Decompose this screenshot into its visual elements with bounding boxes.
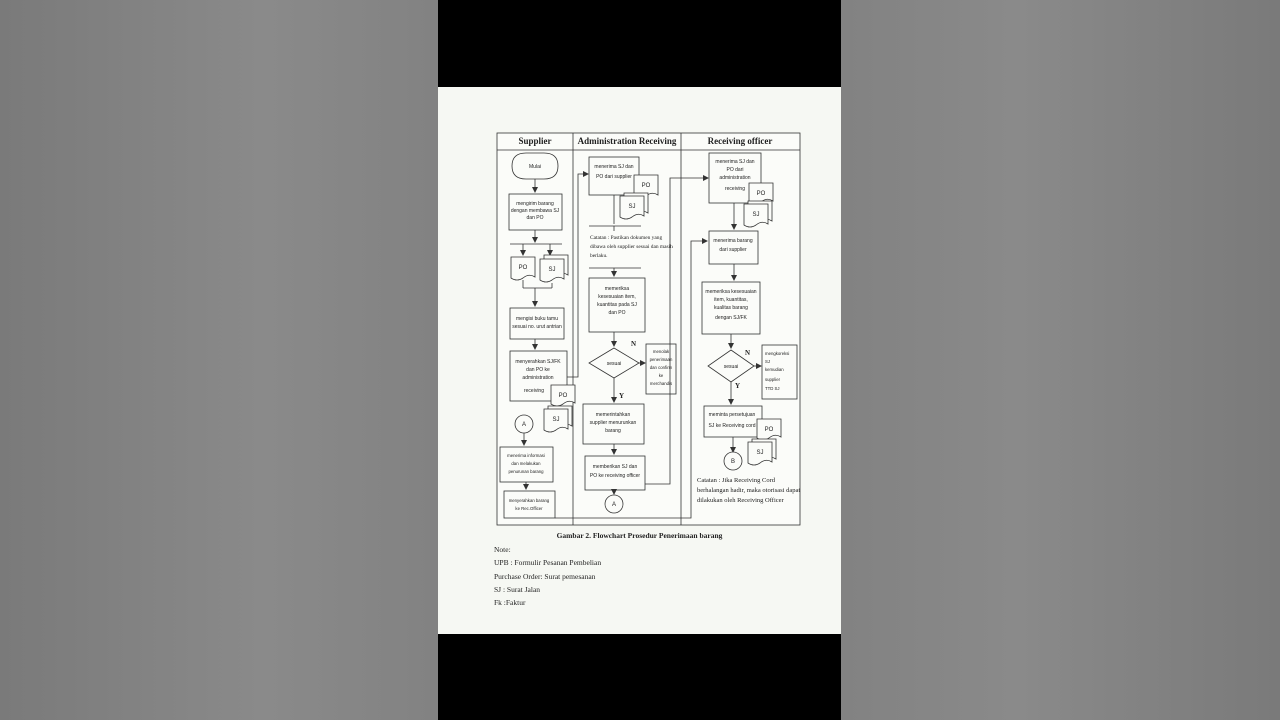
svg-text:SJ: SJ	[548, 267, 556, 273]
legend-note-title: Note:	[494, 545, 511, 554]
svg-text:memerintahkan: memerintahkan	[595, 412, 631, 418]
svg-text:Mulai: Mulai	[529, 164, 541, 170]
svg-text:dan confirm: dan confirm	[649, 365, 673, 370]
svg-text:merchandis: merchandis	[649, 381, 673, 386]
admin-give-process	[585, 456, 645, 490]
svg-text:dan melakukan: dan melakukan	[511, 461, 541, 466]
svg-text:menerima informasi: menerima informasi	[507, 453, 545, 458]
svg-text:PO dari supplier: PO dari supplier	[596, 174, 632, 180]
svg-text:dengan SJ/FK: dengan SJ/FK	[715, 315, 747, 321]
legend-sj: SJ : Surat Jalan	[494, 585, 541, 594]
send-goods-process	[509, 194, 562, 230]
svg-text:penerimaan: penerimaan	[649, 357, 673, 362]
svg-text:memberikan SJ dan: memberikan SJ dan	[592, 464, 638, 470]
admin-doc-sj	[620, 193, 648, 219]
svg-text:SJ: SJ	[765, 359, 771, 364]
svg-text:mengisi buku tamu: mengisi buku tamu	[516, 316, 558, 322]
flowchart	[438, 87, 841, 527]
svg-text:PO: PO	[518, 265, 528, 271]
svg-text:ke: ke	[658, 373, 664, 378]
svg-text:menyerahkan SJ/FK: menyerahkan SJ/FK	[515, 359, 561, 365]
svg-text:menerima SJ dan: menerima SJ dan	[715, 159, 755, 165]
svg-text:sesuai no. urut antrian: sesuai no. urut antrian	[512, 324, 562, 330]
svg-text:sesuai: sesuai	[606, 361, 622, 367]
officer-approve-process	[704, 406, 762, 437]
svg-text:receiving: receiving	[724, 186, 746, 192]
svg-text:PO: PO	[764, 427, 774, 433]
officer-goods-process	[709, 231, 758, 264]
svg-text:PO dari: PO dari	[726, 167, 744, 173]
guest-book-process	[510, 308, 564, 339]
admin-reject-process	[646, 344, 676, 394]
admin-no-label: N	[631, 340, 637, 348]
officer-check-process	[702, 282, 760, 334]
svg-text:dibawa oleh supplier sesuai da: dibawa oleh supplier sesuai dan masih	[590, 244, 673, 250]
start-terminator	[512, 153, 558, 179]
svg-text:TTD SJ: TTD SJ	[765, 386, 780, 391]
svg-text:Catatan : Pastikan dokumen yan: Catatan : Pastikan dokumen yang	[590, 235, 663, 241]
svg-text:receiving: receiving	[523, 388, 545, 394]
svg-text:supplier: supplier	[765, 377, 781, 382]
svg-text:item, kuantitas,: item, kuantitas,	[714, 297, 748, 303]
svg-text:memeriksa: memeriksa	[604, 286, 630, 292]
officer-yes-label: Y	[735, 382, 741, 390]
lane-header-supplier: Supplier	[518, 136, 552, 146]
video-frame	[438, 0, 841, 720]
connector-a-supplier	[515, 415, 533, 433]
svg-text:menerima barang: menerima barang	[713, 238, 753, 244]
svg-text:Catatan : Jika Receiving Cord: Catatan : Jika Receiving Cord	[697, 477, 775, 484]
svg-text:administration: administration	[522, 375, 554, 381]
receive-info-process	[500, 447, 553, 482]
officer-no-label: N	[745, 349, 751, 357]
svg-text:meminta persetujuan: meminta persetujuan	[708, 412, 756, 418]
svg-text:kesesuaian item,: kesesuaian item,	[598, 294, 636, 300]
svg-text:memeriksa kesesuaian: memeriksa kesesuaian	[705, 289, 757, 295]
svg-text:berhalangan hadir, maka otoris: berhalangan hadir, maka otorisasi dapat	[697, 487, 801, 494]
svg-text:SJ: SJ	[628, 204, 636, 210]
legend-po: Purchase Order: Surat pemesanan	[494, 572, 596, 581]
svg-text:penurunan barang: penurunan barang	[508, 469, 544, 474]
svg-text:ke Rec.Officer: ke Rec.Officer	[515, 506, 543, 511]
supplier-doc-sj	[540, 255, 568, 282]
svg-text:dan PO: dan PO	[526, 215, 544, 221]
officer-doc-sj	[744, 201, 772, 227]
svg-text:menyerahkan barang: menyerahkan barang	[508, 498, 550, 503]
svg-text:kemudian: kemudian	[765, 367, 784, 372]
svg-text:menolak: menolak	[652, 349, 670, 354]
svg-text:SJ: SJ	[552, 417, 560, 423]
svg-text:mengkoreksi: mengkoreksi	[765, 351, 790, 356]
svg-text:A: A	[521, 422, 527, 428]
svg-text:SJ: SJ	[752, 212, 760, 218]
svg-text:PO: PO	[641, 183, 651, 189]
legend-upb: UPB : Formulir Pesanan Pembelian	[494, 558, 602, 567]
svg-text:PO: PO	[756, 191, 766, 197]
svg-text:dan PO: dan PO	[608, 310, 626, 316]
svg-text:dari supplier: dari supplier	[719, 247, 747, 253]
svg-text:barang: barang	[605, 428, 621, 434]
svg-text:supplier menurunkan: supplier menurunkan	[589, 420, 637, 426]
svg-text:dilakukan oleh Receiving Offic: dilakukan oleh Receiving Officer	[697, 497, 784, 504]
svg-text:SJ ke Receiving cord: SJ ke Receiving cord	[708, 423, 756, 429]
document-page	[438, 87, 841, 634]
svg-text:PO ke receiving officer: PO ke receiving officer	[589, 473, 641, 479]
svg-text:kualitas barang: kualitas barang	[714, 305, 748, 311]
svg-text:dengan membawa SJ: dengan membawa SJ	[510, 208, 560, 214]
give-goods-process	[504, 491, 555, 518]
svg-text:dan PO ke: dan PO ke	[526, 367, 550, 373]
lane-header-admin: Administration Receiving	[577, 136, 677, 146]
admin-receive-process	[589, 157, 639, 195]
officer-fix-process	[762, 345, 797, 399]
hand-doc-sj	[544, 406, 572, 432]
figure-caption: Gambar 2. Flowchart Prosedur Penerimaan barang	[556, 531, 723, 540]
admin-check-process	[589, 278, 645, 332]
svg-text:kuantitas pada SJ: kuantitas pada SJ	[597, 302, 637, 308]
legend-fk: Fk :Faktur	[494, 598, 526, 607]
admin-yes-label: Y	[619, 392, 625, 400]
connector-a-admin	[605, 495, 623, 513]
svg-text:B: B	[730, 459, 736, 465]
connector-b-officer	[724, 452, 742, 470]
svg-text:administration: administration	[719, 175, 751, 181]
svg-text:A: A	[611, 502, 617, 508]
svg-text:SJ: SJ	[756, 450, 764, 456]
svg-text:mengirim barang: mengirim barang	[516, 201, 554, 207]
blurred-background-right	[841, 0, 1280, 720]
svg-text:menerima SJ dan: menerima SJ dan	[594, 164, 634, 170]
svg-text:berlaku.: berlaku.	[590, 253, 608, 259]
admin-unload-process	[583, 404, 644, 444]
svg-text:sesuai: sesuai	[723, 364, 739, 370]
officer-approve-doc-sj	[748, 439, 776, 465]
lane-header-officer: Receiving officer	[707, 136, 773, 146]
svg-text:PO: PO	[558, 393, 568, 399]
blurred-background-left	[0, 0, 438, 720]
